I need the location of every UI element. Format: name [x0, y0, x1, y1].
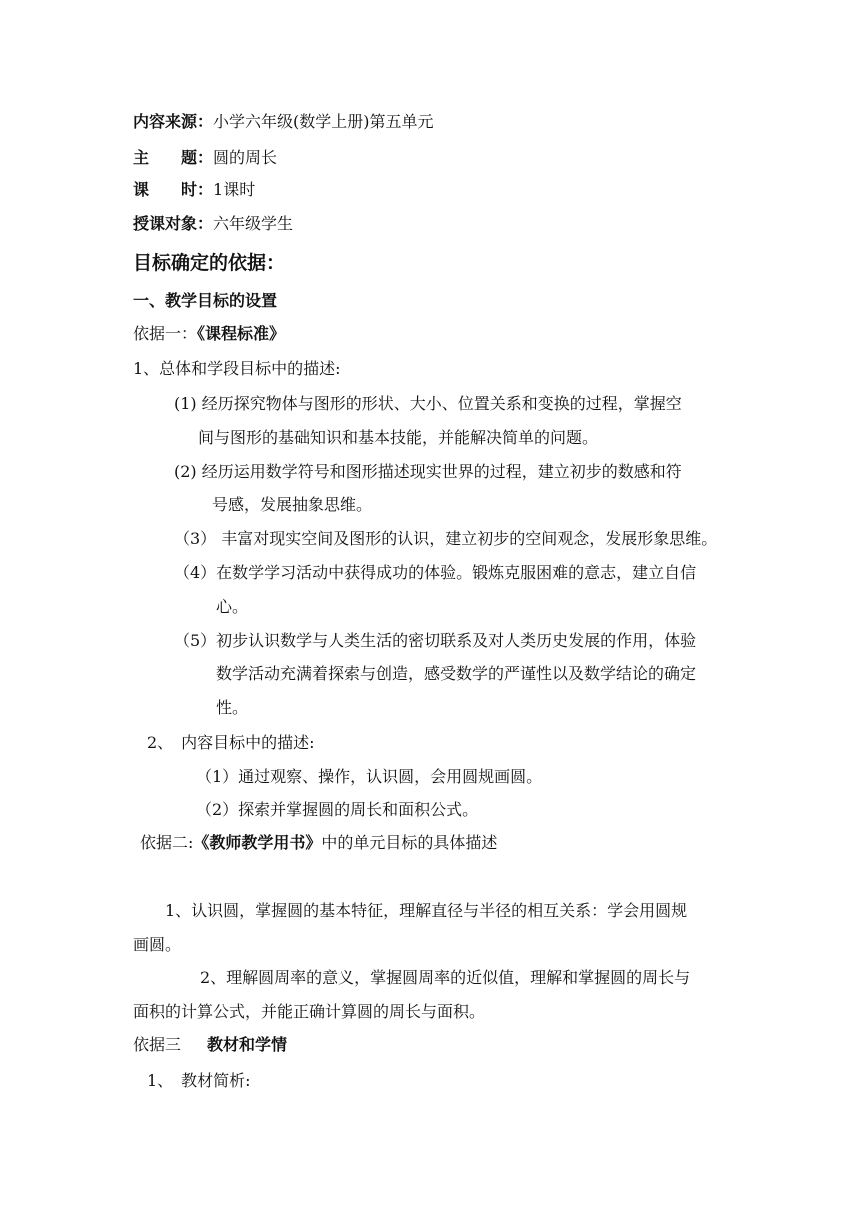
section-heading: 一、教学目标的设置 [133, 291, 278, 310]
basis3-line [133, 1035, 287, 1055]
period-label: 课 时： [133, 180, 214, 199]
basis2-line [140, 833, 497, 853]
basis1-line [133, 324, 285, 344]
period-value: 1课时 [213, 180, 256, 199]
item1-point4-line1: （4）在数学学习活动中获得成功的体验。锻炼克服困难的意志，建立自信 [174, 563, 697, 582]
basis2-point2-line1: 2、理解圆周率的意义，掌握圆周率的近似值，理解和掌握圆的周长与 [200, 968, 691, 987]
basis2-point2-line2: 面积的计算公式，并能正确计算圆的周长与面积。 [133, 1002, 486, 1021]
item1-point5-line1: （5）初步认识数学与人类生活的密切联系及对人类历史发展的作用，体验 [174, 631, 697, 650]
basis2-point1-line2: 画圆。 [133, 935, 182, 954]
basis3-title: 教材和学情 [207, 1035, 288, 1054]
item1-point2-line1: (2) 经历运用数学符号和图形描述现实世界的过程，建立初步的数感和符 [174, 462, 682, 481]
topic-label: 主 题： [133, 148, 214, 167]
basis3-prefix: 依据三 [133, 1035, 182, 1054]
item1-heading: 1、总体和学段目标中的描述: [133, 359, 341, 378]
page-title: 目标确定的依据： [133, 252, 286, 274]
topic-line [133, 148, 277, 168]
basis2-title: 《教师教学用书》 [193, 833, 322, 852]
item1-point5-line2: 数学活动充满着探索与创造，感受数学的严谨性以及数学结论的确定 [216, 664, 697, 683]
source-value: 小学六年级(数学上册)第五单元 [213, 112, 434, 131]
source-label: 内容来源： [133, 112, 214, 131]
item1-point2-line2: 号感，发展抽象思维。 [212, 495, 373, 514]
item2-point1: （1）通过观察、操作，认识圆，会用圆规画圆。 [196, 767, 543, 786]
item2-heading: 2、 内容目标中的描述: [147, 733, 315, 752]
item1-point1-line1: (1) 经历探究物体与图形的形状、大小、位置关系和变换的过程，掌握空 [174, 394, 682, 413]
topic-value: 圆的周长 [213, 148, 278, 167]
item1-point3-line1: （3） 丰富对现实空间及图形的认识，建立初步的空间观念，发展形象思维。 [174, 529, 718, 548]
audience-line [133, 214, 293, 234]
audience-label: 授课对象： [133, 214, 214, 233]
basis1-prefix: 依据一： [133, 324, 198, 343]
audience-value: 六年级学生 [213, 214, 294, 233]
item2-point2: （2）探索并掌握圆的周长和面积公式。 [196, 800, 479, 819]
basis2-point1-line1: 1、认识圆，掌握圆的基本特征，理解直径与半径的相互关系：学会用圆规 [165, 901, 688, 920]
basis2-suffix: 中的单元目标的具体描述 [321, 833, 498, 852]
basis2-prefix: 依据二: [140, 833, 194, 852]
period-line [133, 180, 255, 200]
item1-point5-line3: 性。 [216, 698, 249, 717]
source-line [133, 112, 434, 132]
item1-point4-line2: 心。 [216, 597, 249, 616]
basis1-title: 《课程标准》 [197, 324, 286, 343]
basis3-item1: 1、 教材简析: [147, 1071, 251, 1090]
item1-point1-line2: 间与图形的基础知识和基本技能，并能解决简单的问题。 [198, 428, 599, 447]
